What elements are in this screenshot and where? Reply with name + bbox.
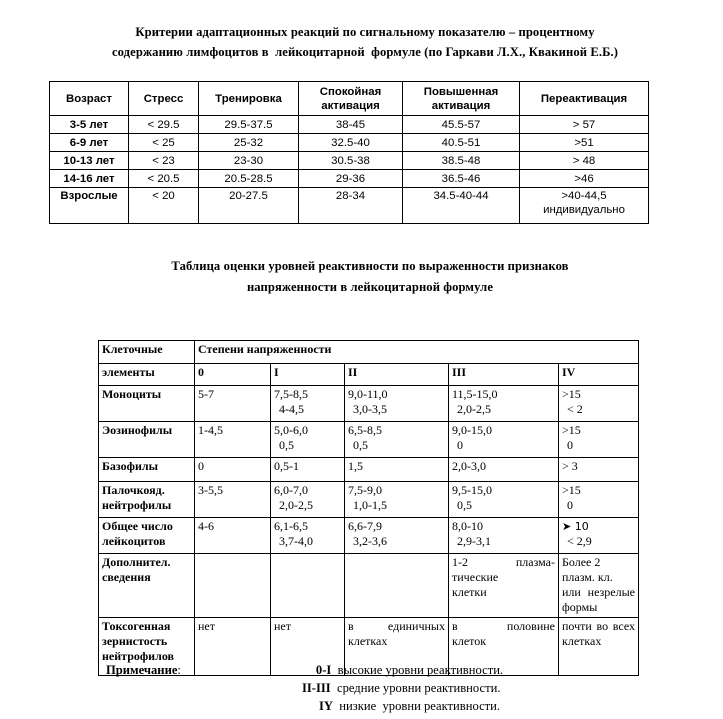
table2-degree-header-row [99, 364, 639, 386]
table2-degree-I: I [271, 364, 345, 386]
val-a: >15 [562, 423, 581, 437]
adaptation-criteria-table-wrapper [49, 81, 649, 224]
cell-age: 10-13 лет [50, 152, 129, 170]
val-l2: клеток [452, 634, 487, 648]
val-l3: клетки [452, 585, 487, 599]
cell-over: >51 [520, 134, 649, 152]
val-a: 5-7 [198, 387, 214, 401]
table-row [99, 482, 639, 518]
label-l2: нейтрофилы [102, 498, 172, 512]
val-l1: почти во всех [562, 619, 635, 633]
val-b: 1,0-1,5 [353, 498, 387, 512]
cell-deg0 [195, 386, 271, 422]
label-l1: Токсогенная [102, 619, 171, 633]
cell-deg0 [195, 482, 271, 518]
title-line-1: Критерии адаптационных реакций по сигнальному показателю – процентному [135, 25, 595, 39]
cell-calm: 28-34 [299, 188, 403, 224]
table-row [99, 458, 639, 482]
cell-over-l2: индивидуально [543, 204, 625, 216]
val-a: 9,0-15,0 [452, 423, 492, 437]
note-text-3: низкие уровни реактивности. [339, 699, 501, 713]
val-b: 3,2-3,6 [353, 534, 387, 548]
val-b: 0,5 [457, 498, 472, 512]
cell-deg1 [271, 482, 345, 518]
val-l2: тические [452, 570, 499, 584]
val-b: < 2,9 [567, 534, 592, 548]
cell-deg3 [449, 422, 559, 458]
table-row [50, 152, 649, 170]
cell-training: 20.5-28.5 [199, 170, 299, 188]
cell-deg4 [559, 482, 639, 518]
table2-degree-II: II [345, 364, 449, 386]
note-row-1 [106, 661, 666, 679]
val-l1: в половине [452, 619, 555, 633]
col-calm-l1: Спокойная [319, 85, 382, 98]
cell-deg1 [271, 422, 345, 458]
table1-header-row [50, 82, 649, 116]
cell-training: 23-30 [199, 152, 299, 170]
col-stress-l1: Стресс [143, 92, 184, 105]
reactivity-levels-table [98, 340, 639, 676]
cell-deg0 [195, 422, 271, 458]
cell-age: Взрослые [50, 188, 129, 224]
cell-deg2 [345, 386, 449, 422]
table2-degree-0: 0 [195, 364, 271, 386]
cell-deg3 [449, 518, 559, 554]
cell-age: 3-5 лет [50, 116, 129, 134]
cell-raised: 40.5-51 [403, 134, 520, 152]
table2-body [99, 341, 639, 676]
cell-deg3 [449, 386, 559, 422]
table1-col-stress [129, 82, 199, 116]
val-a: 7,5-9,0 [348, 483, 382, 497]
val-b: 0,5 [353, 438, 368, 452]
table2-degree-III: III [449, 364, 559, 386]
cell-deg2 [345, 554, 449, 618]
col-over-l1: Переактивация [540, 92, 628, 105]
label-l2: сведения [102, 570, 151, 584]
table2-degree-IV: IV [559, 364, 639, 386]
document-title-primary [40, 22, 690, 62]
val-l2: клетках [348, 634, 388, 648]
table2-group-header: Степени напряженности [195, 341, 639, 364]
cell-raised: 36.5-46 [403, 170, 520, 188]
greater-than-arrow-icon: ➤ 10 [562, 520, 589, 533]
val-a: 8,0-10 [452, 519, 483, 533]
val-b: 0 [457, 438, 463, 452]
cell-stress: < 20.5 [129, 170, 199, 188]
cell-age: 6-9 лет [50, 134, 129, 152]
adaptation-criteria-table [49, 81, 649, 224]
cell-deg2 [345, 518, 449, 554]
cell-raised: 45.5-57 [403, 116, 520, 134]
note-roman-1: 0-I [315, 663, 332, 677]
note-text-2: средние уровни реактивности. [337, 681, 501, 695]
table-row [50, 134, 649, 152]
row-label-monocytes: Моноциты [99, 386, 195, 422]
table1-head [50, 82, 649, 116]
note-text-1: высокие уровни реактивности. [337, 663, 504, 677]
table2-corner-label-bottom: элементы [99, 364, 195, 386]
val-b: 3,0-3,5 [353, 402, 387, 416]
label-l1: Палочкояд. [102, 483, 165, 497]
note-row-3 [106, 697, 666, 715]
col-calm-l2: активация [321, 99, 380, 112]
col-raised-l2: активация [431, 99, 491, 112]
val-l1: 1-2 плазма- [452, 555, 555, 569]
title-line-2: содержанию лимфоцитов в лейкоцитарной формуле (по Гаркави Л.Х., Квакиной Е.Б.) [111, 45, 619, 59]
cell-training: 29.5-37.5 [199, 116, 299, 134]
table1-col-training [199, 82, 299, 116]
val-b: 4-4,5 [279, 402, 304, 416]
table1-body [50, 116, 649, 224]
val-a: 4-6 [198, 519, 214, 533]
cell-deg0 [195, 554, 271, 618]
val-b: 3,7-4,0 [279, 534, 313, 548]
cell-over [520, 188, 649, 224]
cell-deg1 [271, 518, 345, 554]
val-a: 6,5-8,5 [348, 423, 382, 437]
row-label-eosinophils: Эозинофилы [99, 422, 195, 458]
cell-deg0 [195, 518, 271, 554]
label-l3: нейтрофилов [102, 649, 174, 663]
table2-corner-label-top: Клеточные [99, 341, 195, 364]
cell-raised: 34.5-40-44 [403, 188, 520, 224]
table-row [99, 518, 639, 554]
cell-deg4: > 3 [559, 458, 639, 482]
table1-col-raised-activation [403, 82, 520, 116]
notes-colon: : [177, 663, 181, 677]
cell-over: > 48 [520, 152, 649, 170]
val-l1: в единичных [348, 619, 445, 633]
cell-stress: < 20 [129, 188, 199, 224]
cell-deg4 [559, 422, 639, 458]
table-row [99, 422, 639, 458]
val-b: 2,0-2,5 [279, 498, 313, 512]
col-training-l1: Тренировка [215, 92, 282, 105]
cell-stress: < 23 [129, 152, 199, 170]
label-l2: зернистость [102, 634, 168, 648]
val-l1: Более 2 плазм. кл. [562, 555, 613, 584]
table-row [50, 188, 649, 224]
cell-deg3 [449, 482, 559, 518]
val-b: 2,9-3,1 [457, 534, 491, 548]
note-row-2 [106, 679, 666, 697]
val-a: 3-5,5 [198, 483, 223, 497]
notes-label: Примечание [106, 663, 178, 677]
val-a: 6,0-7,0 [274, 483, 308, 497]
cell-stress: < 29.5 [129, 116, 199, 134]
cell-deg1: нет [271, 618, 345, 676]
val-a: 6,6-7,9 [348, 519, 382, 533]
label-l1: Общее число [102, 519, 173, 533]
row-label-band-neutrophils [99, 482, 195, 518]
cell-calm: 30.5-38 [299, 152, 403, 170]
row-label-additional-info [99, 554, 195, 618]
cell-age: 14-16 лет [50, 170, 129, 188]
cell-over: >46 [520, 170, 649, 188]
document-title-secondary [100, 256, 640, 298]
table1-col-age [50, 82, 129, 116]
cell-calm: 38-45 [299, 116, 403, 134]
val-b: < 2 [567, 402, 583, 416]
table1-col-overactivation [520, 82, 649, 116]
cell-deg0: 0 [195, 458, 271, 482]
cell-raised: 38.5-48 [403, 152, 520, 170]
note-roman-2: II-III [302, 681, 331, 695]
cell-deg0: нет [195, 618, 271, 676]
cell-deg1 [271, 386, 345, 422]
val-a: 6,1-6,5 [274, 519, 308, 533]
col-age-l1: Возраст [66, 92, 112, 105]
val-l2: или незрелые [562, 585, 635, 599]
val-a: 5,0-6,0 [274, 423, 308, 437]
row-label-total-leukocytes [99, 518, 195, 554]
val-l3: формы [562, 600, 598, 614]
table-row [50, 170, 649, 188]
cell-calm: 29-36 [299, 170, 403, 188]
title2-line-2: напряженности в лейкоцитарной формуле [246, 280, 494, 294]
table1-col-calm-activation [299, 82, 403, 116]
row-label-basophils: Базофилы [99, 458, 195, 482]
cell-over-l1: >40-44,5 [561, 190, 607, 202]
val-b: 0,5 [279, 438, 294, 452]
reactivity-levels-table-wrapper [98, 340, 639, 676]
val-b: 2,0-2,5 [457, 402, 491, 416]
cell-training: 20-27.5 [199, 188, 299, 224]
val-a: 9,5-15,0 [452, 483, 492, 497]
val-a: >15 [562, 387, 581, 401]
cell-deg3 [449, 554, 559, 618]
val-a: >15 [562, 483, 581, 497]
cell-stress: < 25 [129, 134, 199, 152]
label-l2: лейкоцитов [102, 534, 166, 548]
table2-group-header-row [99, 341, 639, 364]
title2-line-1: Таблица оценки уровней реактивности по выраженности признаков [171, 259, 569, 273]
col-raised-l1: Повышенная [423, 85, 499, 98]
cell-over: > 57 [520, 116, 649, 134]
table-row [99, 386, 639, 422]
val-a: 1-4,5 [198, 423, 223, 437]
note-roman-3: IY [319, 699, 333, 713]
table-row [50, 116, 649, 134]
val-b: 0 [567, 498, 573, 512]
table-row [99, 554, 639, 618]
cell-deg3: 2,0-3,0 [449, 458, 559, 482]
cell-training: 25-32 [199, 134, 299, 152]
cell-deg1 [271, 554, 345, 618]
label-l1: Дополнител. [102, 555, 171, 569]
val-a: 7,5-8,5 [274, 387, 308, 401]
cell-deg2 [345, 422, 449, 458]
val-b: 0 [567, 438, 573, 452]
cell-deg2: 1,5 [345, 458, 449, 482]
cell-deg4 [559, 386, 639, 422]
cell-deg1: 0,5-1 [271, 458, 345, 482]
cell-deg4 [559, 518, 639, 554]
cell-deg2 [345, 482, 449, 518]
val-l2: клетках [562, 634, 602, 648]
cell-deg4 [559, 554, 639, 618]
val-a: 11,5-15,0 [452, 387, 498, 401]
cell-calm: 32.5-40 [299, 134, 403, 152]
notes-block [106, 661, 666, 715]
val-a: 9,0-11,0 [348, 387, 388, 401]
